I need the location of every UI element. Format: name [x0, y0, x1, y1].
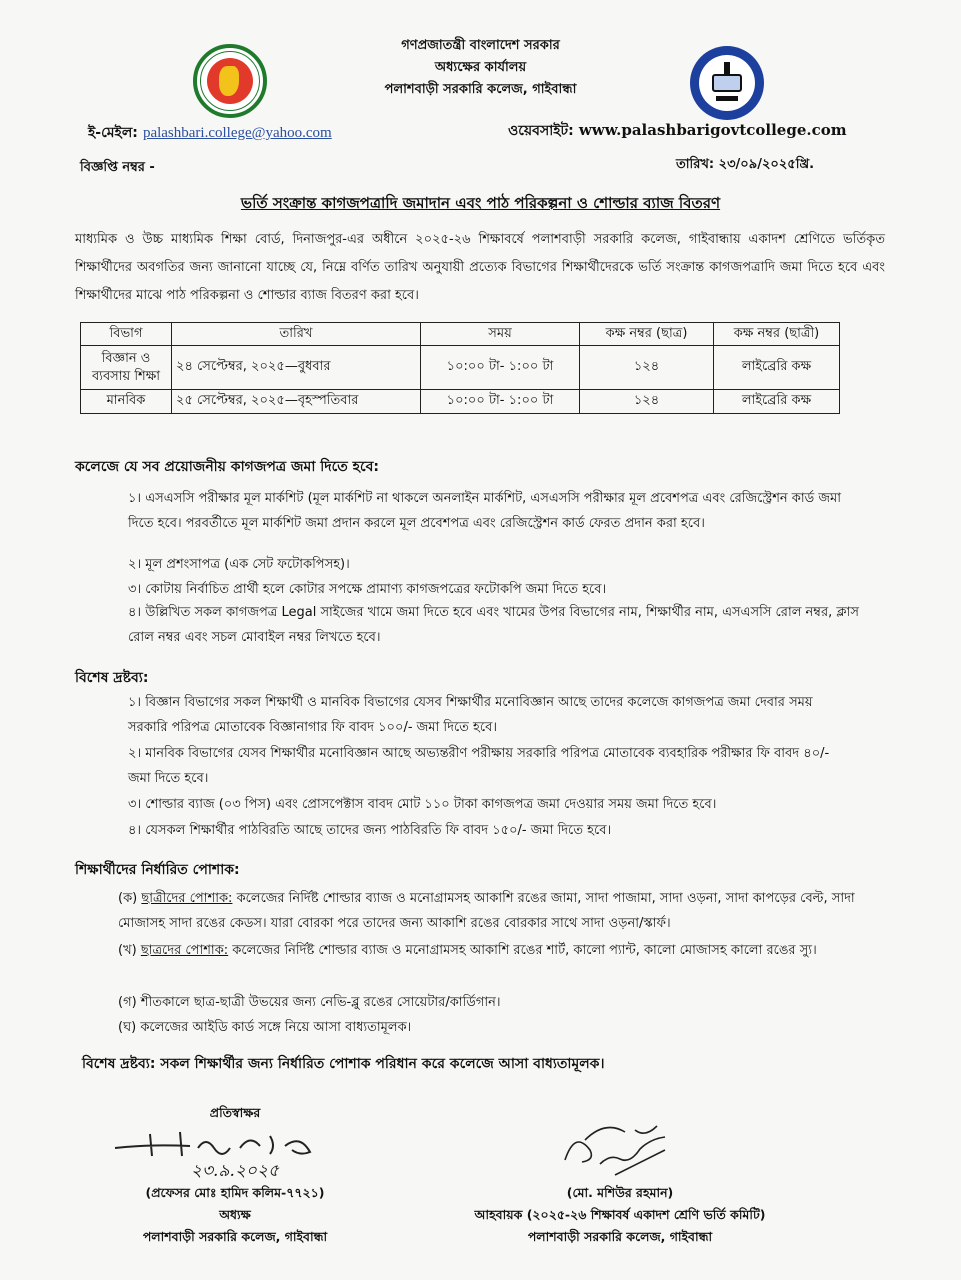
col-header-date: তারিখ [172, 323, 421, 346]
convener-title: আহবায়ক (২০২৫-২৬ শিক্ষাবর্ষ একাদশ শ্রেণি ভর্তি কমিটি) [474, 1207, 766, 1222]
cell-room-girls: লাইব্রেরি কক্ষ [714, 346, 840, 390]
item-prefix: (গ) [118, 995, 141, 1010]
principal-signature-icon [110, 1126, 360, 1162]
notice-title-text: ভর্তি সংক্রান্ত কাগজপত্রাদি জমাদান এবং পাঠ পরিকল্পনা ও শোল্ডার ব্যাজ বিতরণ [240, 194, 721, 212]
list-item: ৩। কোটায় নির্বাচিত প্রার্থী হলে কোটার সপক্ষে প্রামাণ্য কাগজপত্রের ফটোকপি জমা দিতে হবে। [128, 582, 607, 597]
item-prefix: (ক) [118, 891, 142, 906]
uniform-heading: শিক্ষার্থীদের নির্ধারিত পোশাক: [75, 862, 240, 878]
list-item [118, 886, 868, 936]
list-item [118, 990, 868, 1015]
list-item [118, 938, 868, 963]
signature-left [110, 1102, 360, 1248]
convener-name: (মো. মশিউর রহমান) [566, 1185, 674, 1200]
list-item: ২। মানবিক বিভাগের যেসব শিক্ষার্থীর মনোবিজ্ঞান আছে অভ্যন্তরীণ পরীক্ষায় সরকারি পরিপত্র মোতাবেক ব্যবহারিক পরীক্ষার ফি বাবদ ৪০/- জমা দিতে হবে। [128, 746, 830, 786]
documents-heading: কলেজে যে সব প্রয়োজনীয় কাগজপত্র জমা দিতে হবে: [75, 459, 379, 475]
convener-org: পলাশবাড়ী সরকারি কলেজ, গাইবান্ধা [527, 1229, 713, 1244]
list-item: ১। বিজ্ঞান বিভাগের সকল শিক্ষার্থী ও মানবিক বিভাগের যেসব শিক্ষার্থীর মনোবিজ্ঞান আছে তাদের কলেজে কাগজপত্র জমা দেবার সময় সরকারি পরিপত্র মোতাবেক বিজ্ঞানাগার ফি বাবদ ১০০/- জমা দিতে হবে। [128, 695, 813, 735]
intro-paragraph: মাধ্যমিক ও উচ্চ মাধ্যমিক শিক্ষা বোর্ড, দিনাজপুর-এর অধীনে ২০২৫-২৬ শিক্ষাবর্ষে পলাশবাড়ী সরকারি কলেজ, গাইবান্ধায় একাদশ শ্রেণিতে ভর্তিকৃত শিক্ষার্থীদের অবগতির জন্য জানানো যাচ্ছে যে, নিম্নে বর্ণিত তারিখ অনুযায়ী প্রত্যেক বিভাগের শিক্ষার্থীদেরকে ভর্তি সংক্রান্ত কাগজপত্রাদি জমা দিতে হবে এবং শিক্ষার্থীদের মাঝে পাঠ পরিকল্পনা ও শোল্ডার ব্যাজ বিতরণ করা হবে। [75, 232, 885, 303]
email-link[interactable]: palashbari.college@yahoo.com [142, 125, 332, 141]
list-item: ২। মূল প্রশংসাপত্র (এক সেট ফটোকপিসহ)। [128, 557, 350, 572]
item-text: শীতকালে ছাত্র-ছাত্রী উভয়ের জন্য নেভি-ব্লু রঙের সোয়েটার/কার্ডিগান। [140, 995, 501, 1010]
list-item: ৪। যেসকল শিক্ষার্থীর পাঠবিরতি আছে তাদের জন্য পাঠবিরতি ফি বাবদ ১৫০/- জমা দিতে হবে। [128, 823, 612, 838]
cell-room-boys: ১২৪ [580, 346, 714, 390]
notice-number: বিজ্ঞপ্তি নম্বর - [80, 160, 155, 175]
special-notes-heading: বিশেষ দ্রষ্টব্য: [75, 670, 149, 686]
list-item: ১। এসএসসি পরীক্ষার মূল মার্কশিট (মূল মার্কশিট না থাকলে অনলাইন মার্কশিট, এসএসসি পরীক্ষার মূল প্রবেশপত্র এবং রেজিস্ট্রেশন কার্ড জমা দিতে হবে। পরবর্তীতে মূল মার্কশিট জমা প্রদান করলে মূল প্রবেশপত্র এবং রেজিস্ট্রেশন কার্ড ফেরত প্রদান করা হবে। [128, 491, 841, 531]
table-row [81, 390, 840, 414]
cell-time: ১০:০০ টা- ১:০০ টা [421, 346, 580, 390]
table-row [81, 346, 840, 390]
item-text: কলেজের আইডি কার্ড সঙ্গে নিয়ে আসা বাধ্যতামূলক। [140, 1020, 412, 1035]
website-label: ওয়েবসাইট: [508, 123, 574, 139]
col-header-dept: বিভাগ [81, 323, 172, 346]
handwritten-date: ২৩.৯.২০২৫ [190, 1161, 280, 1181]
list-item: ৩। শোল্ডার ব্যাজ (০৩ পিস) এবং প্রোসপেক্টাস বাবদ মোট ১১০ টাকা কাগজপত্র জমা দেওয়ার সময় জমা দিতে হবে। [128, 797, 717, 812]
email-label: ই-মেইল: [88, 125, 138, 141]
item-text: কলেজের নির্দিষ্ট শোল্ডার ব্যাজ ও মনোগ্রামসহ আকাশি রঙের জামা, সাদা পাজামা, সাদা ওড়না, সাদা কাপড়ের বেল্ট, সাদা মোজাসহ সাদা রঙের কেডস। যারা বোরকা পরে তাদের জন্য আকাশি রঙের বোরকার সাথে সাদা ওড়না/স্কার্ফ। [118, 891, 855, 931]
principal-org: পলাশবাড়ী সরকারি কলেজ, গাইবান্ধা [142, 1229, 328, 1244]
website-link[interactable]: www.palashbarigovtcollege.com [578, 121, 847, 139]
email-row [88, 121, 332, 145]
notice-title [0, 192, 961, 217]
cell-dept: মানবিক [81, 390, 172, 414]
item-label: ছাত্রীদের পোশাক: [141, 891, 233, 906]
list-item [118, 1015, 868, 1040]
schedule-table [80, 322, 840, 414]
cell-date: ২৪ সেপ্টেম্বর, ২০২৫—বুধবার [172, 346, 421, 390]
cell-date: ২৫ সেপ্টেম্বর, ২০২৫—বৃহস্পতিবার [172, 390, 421, 414]
cell-dept: বিজ্ঞান ও ব্যবসায় শিক্ষা [81, 346, 172, 390]
header-government: গণপ্রজাতন্ত্রী বাংলাদেশ সরকার [401, 38, 560, 53]
principal-name: (প্রফেসর মোঃ হামিদ কলিম-৭৭২১) [145, 1185, 325, 1200]
convener-signature-icon [555, 1120, 685, 1182]
col-header-room-girls: কক্ষ নম্বর (ছাত্রী) [714, 323, 840, 346]
item-prefix: (ঘ) [118, 1020, 141, 1035]
principal-title: অধ্যক্ষ [219, 1207, 251, 1222]
col-header-time: সময় [421, 323, 580, 346]
header-college: পলাশবাড়ী সরকারি কলেজ, গাইবান্ধা [384, 82, 577, 97]
schedule-header-row [81, 323, 840, 346]
item-text: কলেজের নির্দিষ্ট শোল্ডার ব্যাজ ও মনোগ্রামসহ আকাশি রঙের শার্ট, কালো প্যান্ট, কালো মোজাসহ কালো রঙের স্যু। [228, 943, 817, 958]
final-note: বিশেষ দ্রষ্টব্য: সকল শিক্ষার্থীর জন্য নির্ধারিত পোশাক পরিধান করে কলেজে আসা বাধ্যতামূলক। [82, 1056, 605, 1072]
website-row [508, 119, 847, 143]
cell-room-boys: ১২৪ [580, 390, 714, 414]
col-header-room-boys: কক্ষ নম্বর (ছাত্র) [580, 323, 714, 346]
item-label: ছাত্রদের পোশাক: [140, 943, 229, 958]
list-item: ৪। উল্লিখিত সকল কাগজপত্র Legal সাইজের খামে জমা দিতে হবে এবং খামের উপর বিভাগের নাম, শিক্ষার্থীর নাম, এসএসসি রোল নম্বর, ক্লাস রোল নম্বর এবং সচল মোবাইল নম্বর লিখতে হবে। [128, 605, 859, 645]
item-prefix: (খ) [118, 943, 141, 958]
header-office: অধ্যক্ষের কার্যালয় [434, 60, 527, 75]
cell-time: ১০:০০ টা- ১:০০ টা [421, 390, 580, 414]
signature-right [430, 1120, 810, 1248]
cell-room-girls: লাইব্রেরি কক্ষ [714, 390, 840, 414]
countersign-label: প্রতিস্বাক্ষর [209, 1105, 261, 1120]
notice-date: তারিখ: ২৩/০৯/২০২৫খ্রি. [676, 157, 815, 172]
